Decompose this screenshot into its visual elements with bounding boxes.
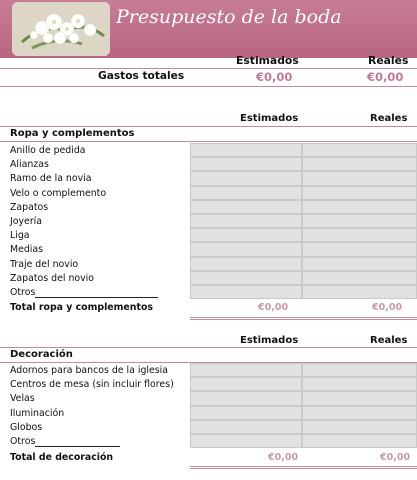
clothing-estimated-cell[interactable] bbox=[190, 285, 302, 299]
clothing-item-label: Zapatos del novio bbox=[10, 272, 95, 284]
decoration-actual-cell[interactable] bbox=[302, 406, 417, 420]
decoration-estimated-cell[interactable] bbox=[190, 406, 302, 420]
clothing-estimated-cell[interactable] bbox=[190, 200, 302, 214]
decoration-item-label: Iluminación bbox=[10, 407, 65, 419]
clothing-item-label: Velo o complemento bbox=[10, 187, 107, 199]
decoration-total-line-2 bbox=[190, 468, 417, 469]
summary-col-actual: Reales bbox=[368, 54, 409, 67]
clothing-total-actual[interactable]: €0,00 bbox=[372, 302, 403, 313]
decoration-actual-cell[interactable] bbox=[302, 420, 417, 434]
summary-total-actual[interactable]: €0,00 bbox=[367, 70, 404, 84]
clothing-item-label: Otros bbox=[10, 287, 36, 298]
flower-bouquet-image bbox=[12, 2, 110, 56]
clothing-estimated-cell[interactable] bbox=[190, 242, 302, 256]
clothing-estimated-cell[interactable] bbox=[190, 171, 302, 185]
decoration-estimated-cell[interactable] bbox=[190, 420, 302, 434]
summary-total-estimated[interactable]: €0,00 bbox=[256, 70, 293, 84]
summary-col-estimated: Estimados bbox=[236, 54, 299, 67]
decoration-header-line bbox=[0, 347, 417, 348]
decoration-estimated-cell[interactable] bbox=[190, 391, 302, 405]
clothing-item-label: Traje del novio bbox=[10, 258, 79, 270]
clothing-total-line bbox=[190, 317, 417, 318]
clothing-col-actual: Reales bbox=[370, 113, 408, 124]
page-title: Presupuesto de la boda bbox=[116, 6, 342, 28]
decoration-actual-cell[interactable] bbox=[302, 377, 417, 391]
decoration-col-actual: Reales bbox=[370, 335, 408, 346]
clothing-actual-cell[interactable] bbox=[302, 157, 417, 171]
decoration-col-estimated: Estimados bbox=[240, 335, 299, 346]
decoration-estimated-cell[interactable] bbox=[190, 377, 302, 391]
clothing-item-label: Liga bbox=[10, 230, 30, 242]
clothing-total-label: Total ropa y complementos bbox=[10, 302, 153, 313]
decoration-estimated-cell[interactable] bbox=[190, 434, 302, 448]
clothing-section-title: Ropa y complementos bbox=[10, 128, 135, 139]
clothing-actual-cell[interactable] bbox=[302, 271, 417, 285]
clothing-estimated-cell[interactable] bbox=[190, 271, 302, 285]
summary-total-label: Gastos totales bbox=[98, 70, 185, 82]
decoration-section-title: Decoración bbox=[10, 349, 73, 360]
decoration-actual-cell[interactable] bbox=[302, 391, 417, 405]
clothing-estimated-cell[interactable] bbox=[190, 257, 302, 271]
clothing-item-label: Anillo de pedida bbox=[10, 145, 86, 156]
clothing-actual-cell[interactable] bbox=[302, 171, 417, 185]
clothing-actual-cell[interactable] bbox=[302, 214, 417, 228]
clothing-actual-cell[interactable] bbox=[302, 200, 417, 214]
clothing-item-label: Joyería bbox=[10, 216, 43, 227]
clothing-estimated-cell[interactable] bbox=[190, 143, 302, 157]
decoration-estimated-cell[interactable] bbox=[190, 363, 302, 377]
clothing-otros-underline bbox=[35, 297, 158, 298]
summary-bottom-line bbox=[0, 86, 417, 87]
decoration-item-label: Adornos para bancos de la iglesia bbox=[10, 365, 169, 376]
decoration-item-label: Centros de mesa (sin incluir flores) bbox=[10, 379, 174, 391]
decoration-total-label: Total de decoración bbox=[10, 452, 114, 463]
clothing-item-label: Zapatos bbox=[10, 201, 49, 213]
decoration-total-actual[interactable]: €0,00 bbox=[380, 452, 411, 463]
clothing-title-line bbox=[0, 141, 417, 142]
clothing-item-label: Medias bbox=[10, 244, 44, 256]
decoration-actual-cell[interactable] bbox=[302, 363, 417, 377]
decoration-item-label: Otros bbox=[10, 436, 36, 447]
clothing-actual-cell[interactable] bbox=[302, 228, 417, 242]
clothing-header-line bbox=[0, 126, 417, 127]
clothing-estimated-cell[interactable] bbox=[190, 228, 302, 242]
clothing-actual-cell[interactable] bbox=[302, 242, 417, 256]
decoration-actual-cell[interactable] bbox=[302, 434, 417, 448]
clothing-total-estimated[interactable]: €0,00 bbox=[258, 302, 289, 313]
decoration-otros-underline bbox=[35, 446, 120, 447]
clothing-total-line-2 bbox=[190, 319, 417, 320]
clothing-estimated-cell[interactable] bbox=[190, 157, 302, 171]
clothing-actual-cell[interactable] bbox=[302, 257, 417, 271]
decoration-total-estimated[interactable]: €0,00 bbox=[268, 452, 299, 463]
clothing-actual-cell[interactable] bbox=[302, 285, 417, 299]
clothing-actual-cell[interactable] bbox=[302, 143, 417, 157]
decoration-item-label: Velas bbox=[10, 393, 35, 405]
clothing-actual-cell[interactable] bbox=[302, 186, 417, 200]
clothing-col-estimated: Estimados bbox=[240, 113, 299, 124]
clothing-estimated-cell[interactable] bbox=[190, 186, 302, 200]
decoration-total-line bbox=[190, 466, 417, 467]
clothing-estimated-cell[interactable] bbox=[190, 214, 302, 228]
clothing-item-label: Alianzas bbox=[10, 159, 49, 171]
summary-divider bbox=[0, 68, 417, 69]
decoration-item-label: Globos bbox=[10, 421, 43, 433]
clothing-item-label: Ramo de la novia bbox=[10, 173, 92, 185]
